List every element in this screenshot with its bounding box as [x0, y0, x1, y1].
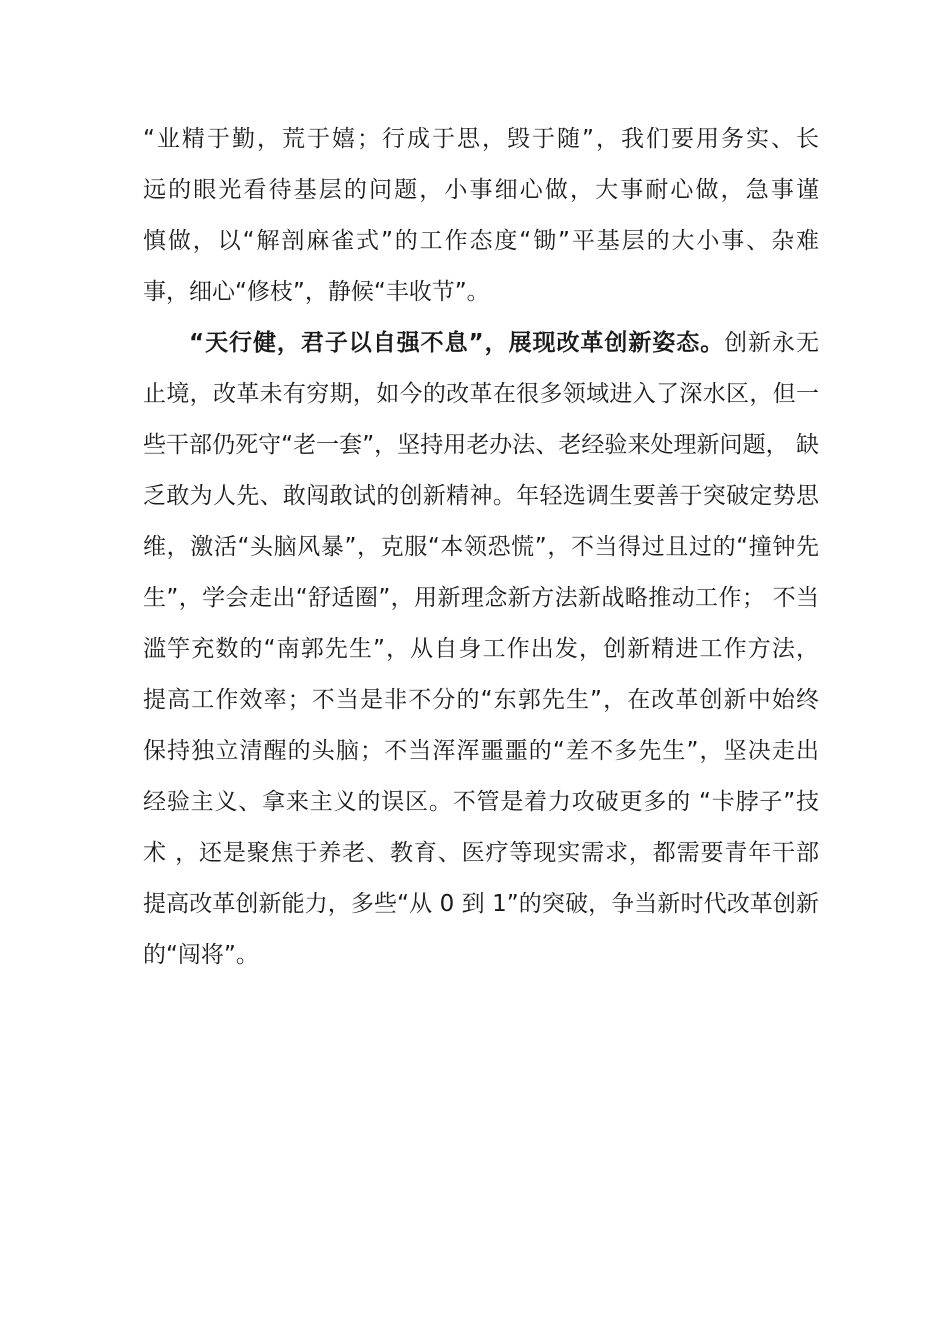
body-text [143, 114, 819, 981]
paragraph-2-first-line [143, 318, 819, 369]
paragraph-2-line: 乏敢为人先、敢闯敢试的创新精神。年轻选调生要善于突破定势思 [143, 483, 819, 509]
paragraph-2-line: 生”，学会走出“舒适圈”，用新理念新方法新战略推动工作； 不当 [143, 585, 819, 611]
paragraph-2-line: 提高改革创新能力，多些“从 0 到 1”的突破，争当新时代改革创新 [143, 891, 819, 917]
paragraph-2-line: 的“闯将”。 [143, 942, 259, 968]
paragraph-2-first-line-rest: 创新永无 [724, 330, 819, 356]
paragraph-2-line: 止境，改革未有穷期，如今的改革在很多领域进入了深水区，但一 [143, 381, 819, 407]
paragraph-1-line: 慎做，以“解剖麻雀式”的工作态度“锄”平基层的大小事、杂难 [143, 228, 819, 254]
paragraph-2-line: 术 ，还是聚焦于养老、教育、医疗等现实需求，都需要青年干部 [143, 840, 819, 866]
paragraph-2-heading: “天行健，君子以自强不息”，展现改革创新姿态。 [189, 330, 725, 356]
paragraph-2-line: 经验主义、拿来主义的误区。不管是着力攻破更多的 “卡脖子”技 [143, 789, 819, 815]
paragraph-2-line: 些干部仍死守“老一套”，坚持用老办法、老经验来处理新问题， 缺 [143, 432, 819, 458]
paragraph-1-line: 远的眼光看待基层的问题，小事细心做，大事耐心做，急事谨 [143, 177, 819, 203]
paragraph-2-line: 维，激活“头脑风暴”，克服“本领恐慌”，不当得过且过的“撞钟先 [143, 534, 819, 560]
paragraph-1-line: 事，细心“修枝”，静候“丰收节”。 [143, 279, 490, 305]
paragraph-2-line: 提高工作效率；不当是非不分的“东郭先生”，在改革创新中始终 [143, 687, 819, 713]
paragraph-1-line: “业精于勤，荒于嬉；行成于思，毁于随”，我们要用务实、长 [143, 126, 819, 152]
paragraph-2-line: 滥竽充数的“南郭先生”，从自身工作出发，创新精进工作方法， [143, 636, 819, 662]
paragraph-2-line: 保持独立清醒的头脑；不当浑浑噩噩的“差不多先生”，坚决走出 [143, 738, 819, 764]
